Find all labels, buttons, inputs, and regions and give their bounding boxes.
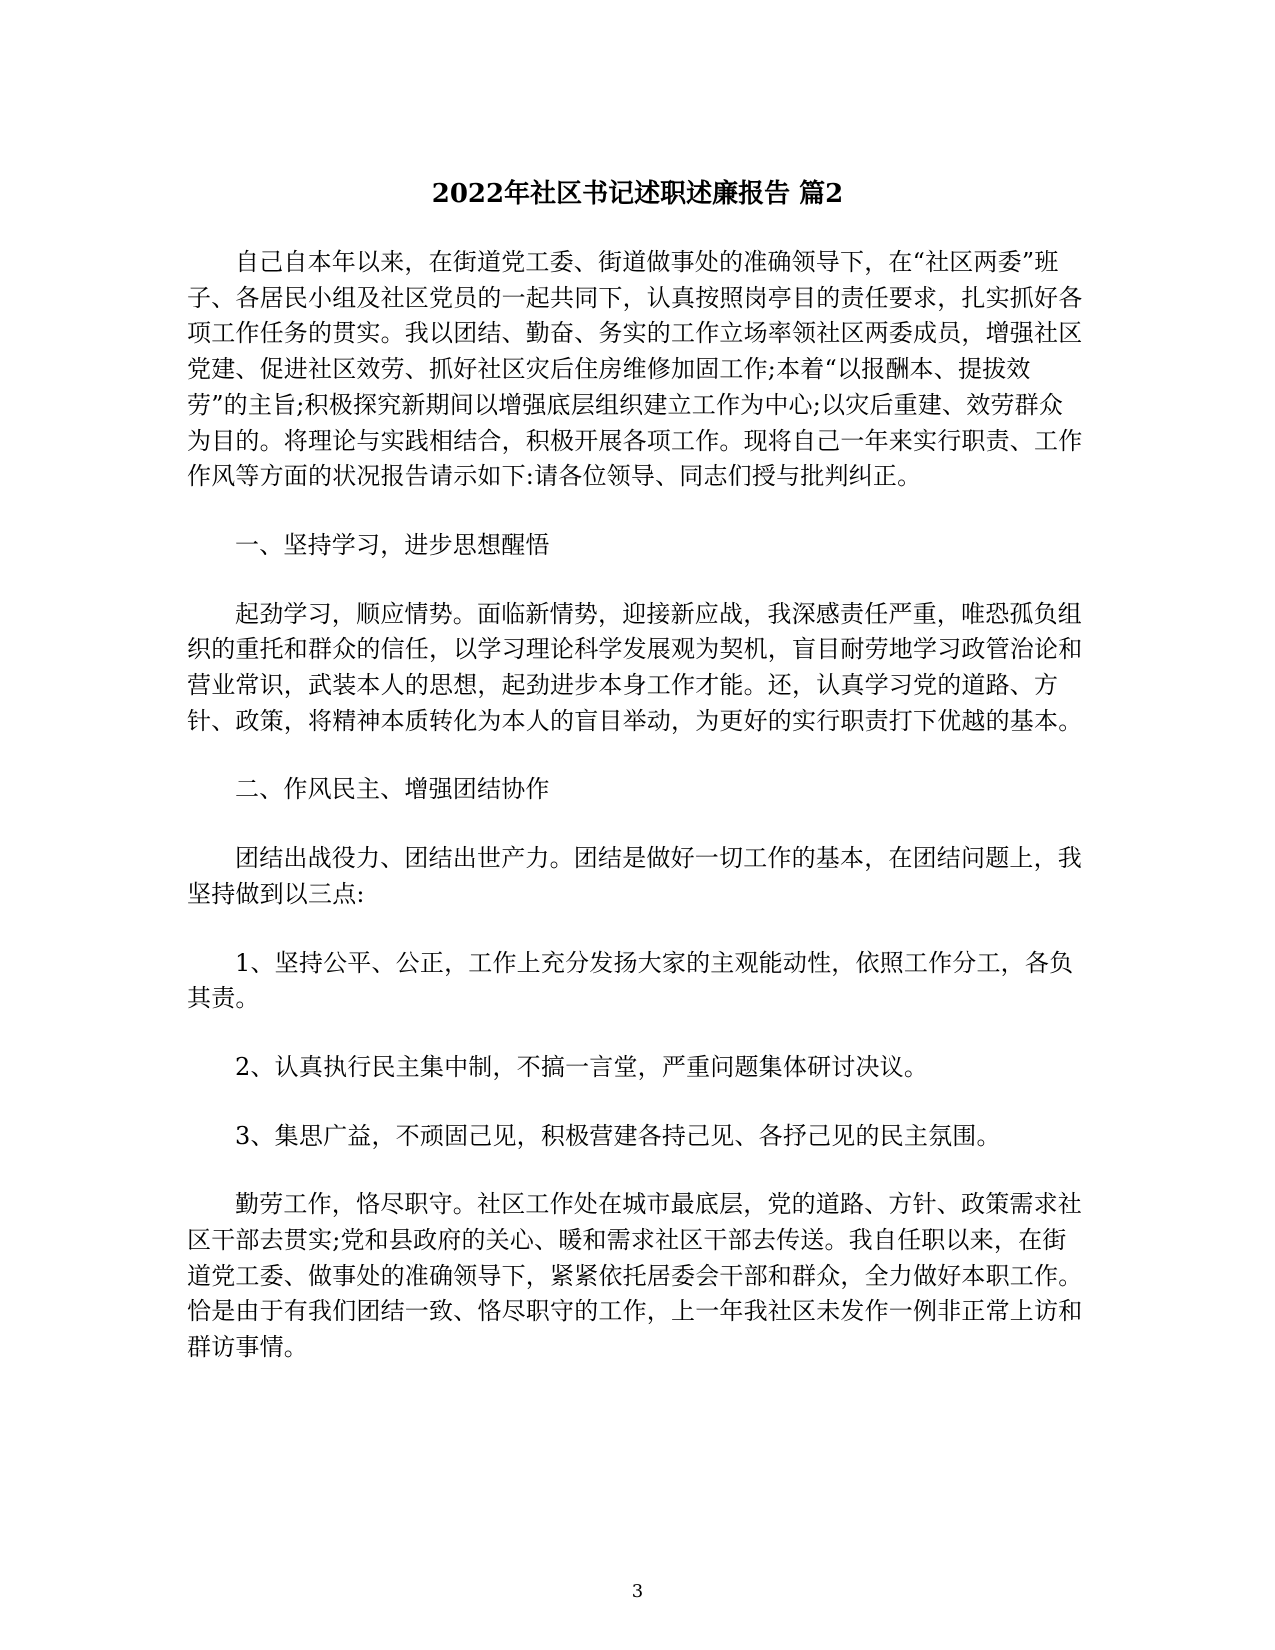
paragraph-study: 起劲学习，顺应情势。面临新情势，迎接新应战，我深感责任严重，唯恐孤负组织的重托和群众的信任，以学习理论科学发展观为契机，盲目耐劳地学习政管治论和营业常识，武装本人的思想，起劲进步本身工作才能。还，认真学习党的道路、方针、政策，将精神本质转化为本人的盲目举动，为更好的实行职责打下优越的基本。: [187, 599, 1083, 735]
page-number: 3: [631, 1581, 644, 1602]
list-item-1: 1、坚持公平、公正，工作上充分发扬大家的主观能动性，依照工作分工，各负其责。: [187, 948, 1074, 1013]
document-body: [187, 245, 1087, 1366]
section-heading-2: 二、作风民主、增强团结协作: [235, 775, 550, 804]
document-title: 2022年社区书记述职述廉报告 篇2: [431, 179, 844, 209]
paragraph-diligence: 勤劳工作，恪尽职守。社区工作处在城市最底层，党的道路、方针、政策需求社区干部去贯实;党和县政府的关心、暖和需求社区干部去传送。我自任职以来，在街道党工委、做事处的准确领导下，紧紧依托居委会干部和群众，全力做好本职工作。恰是由于有我们团结一致、恪尽职守的工作，上一年我社区未发作一例非正常上访和群访事情。: [187, 1190, 1083, 1362]
list-item-3: 3、集思广益，不顽固己见，积极营建各持己见、各抒己见的民主氛围。: [235, 1121, 1001, 1150]
section-heading-1: 一、坚持学习，进步思想醒悟: [235, 530, 550, 559]
paragraph-intro: 自己自本年以来，在街道党工委、街道做事处的准确领导下，在“社区两委”班子、各居民小组及社区党员的一起共同下，认真按照岗亭目的责任要求，扎实抓好各项工作任务的贯实。我以团结、勤奋、务实的工作立场率领社区两委成员，增强社区党建、促进社区效劳、抓好社区灾后住房维修加固工作;本着“以报酬本、提拔效劳”的主旨;积极探究新期间以增强底层组织建立工作为中心;以灾后重建、效劳群众为目的。将理论与实践相结合，积极开展各项工作。现将自己一年来实行职责、工作作风等方面的状况报告请示如下:请各位领导、同志们授与批判纠正。: [187, 248, 1083, 491]
list-item-2: 2、认真执行民主集中制，不搞一言堂，严重问题集体研讨决议。: [235, 1052, 929, 1081]
paragraph-unity: 团结出战役力、团结出世产力。团结是做好一切工作的基本，在团结问题上，我坚持做到以三点:: [187, 844, 1082, 908]
